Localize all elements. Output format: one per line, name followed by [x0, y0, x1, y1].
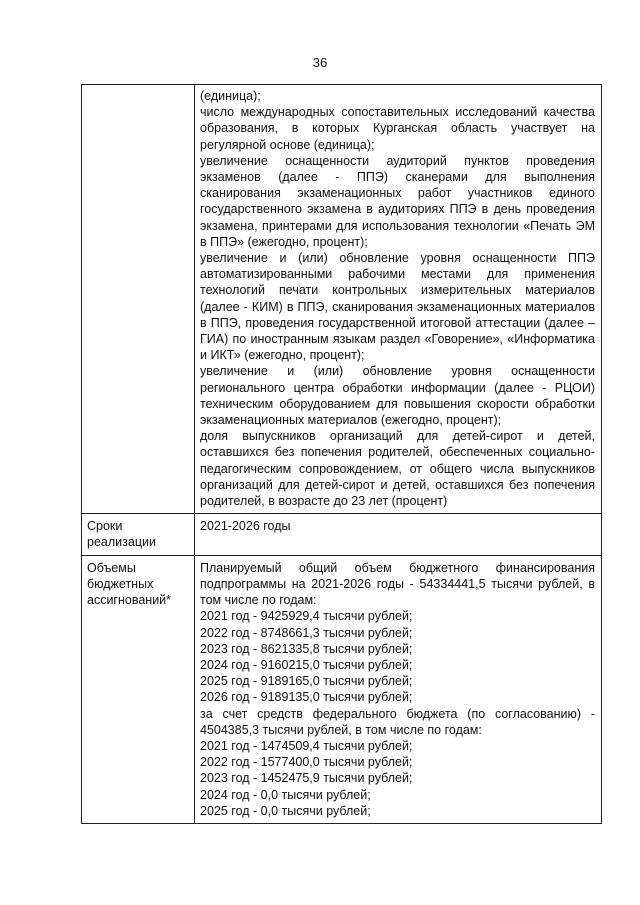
indicators-cell: [195, 85, 602, 514]
page-number: 36: [312, 55, 328, 70]
budget-intro: Планируемый общий объем бюджетного финансирования подпрограммы на 2021-2026 годы - 54334441,5 тысячи рублей, в том числе по годам:: [200, 560, 595, 608]
row-label: [82, 85, 195, 514]
indicator-text: (единица);: [200, 89, 261, 103]
budget-year-line: 2025 год - 9189165,0 тысячи рублей;: [200, 674, 413, 689]
budget-cell: [195, 555, 602, 823]
terms-text: 2021-2026 годы: [200, 519, 291, 534]
budget-year-line: 2021 год - 9425929,4 тысячи рублей;: [200, 609, 413, 624]
table-row-budget: [82, 555, 602, 823]
row-label: Сроки реализации: [82, 514, 195, 555]
passport-table: [81, 84, 602, 824]
table-row-indicators: [82, 85, 602, 514]
budget-year-line: 2023 год - 8621335,8 тысячи рублей;: [200, 641, 413, 656]
indicator-text: доля выпускников организаций для детей-сирот и детей, оставшихся без попечения родителей, обеспеченных социально-педагогическим сопровождением, от общего числа выпускников организаций для детей-сирот и детей, оставшихся без попечения родителей, в возрасте до 23 лет (процент): [200, 429, 595, 509]
budget-year-line: 2024 год - 9160215,0 тысячи рублей;: [200, 657, 413, 672]
federal-year-line: 2023 год - 1452475,9 тысячи рублей;: [200, 771, 413, 786]
table-row-terms: [82, 514, 602, 555]
indicator-text: число международных сопоставительных исследований качества образования, в которых Курганская область участвует на регулярной основе (единица);: [200, 105, 595, 152]
federal-year-line: 2021 год - 1474509,4 тысячи рублей;: [200, 738, 413, 753]
row-label: Объемы бюджетных ассигнований*: [82, 555, 195, 823]
budget-year-line: 2022 год - 8748661,3 тысячи рублей;: [200, 625, 413, 640]
indicator-text: увеличение и (или) обновление уровня оснащенности регионального центра обработки информации (далее - РЦОИ) техническим оборудованием для повышения скорости обработки экзаменационных материалов (ежегодно, процент);: [200, 364, 595, 428]
federal-year-line: 2024 год - 0,0 тысячи рублей;: [200, 787, 371, 802]
budget-year-line: 2026 год - 9189135,0 тысячи рублей;: [200, 690, 413, 705]
federal-year-line: 2025 год - 0,0 тысячи рублей;: [200, 803, 371, 818]
indicator-text: увеличение и (или) обновление уровня оснащенности ППЭ автоматизированными рабочими местами для применения технологий печати контрольных измерительных материалов (далее - КИМ) в ППЭ, сканирования экзаменационных материалов в ППЭ, проведения государственной итоговой аттестации (далее – ГИА) по иностранным языкам раздел «Говорение», «Информатика и ИКТ» (ежегодно, процент);: [200, 251, 595, 363]
federal-year-line: 2022 год - 1577400,0 тысячи рублей;: [200, 755, 413, 770]
terms-cell: [195, 514, 602, 555]
indicator-text: увеличение оснащенности аудиторий пунктов проведения экзаменов (далее - ППЭ) сканерами для выполнения сканирования экзаменационных работ участников единого государственного экзамена в аудиториях ППЭ в день проведения экзамена, принтерами для использования технологии «Печать ЭМ в ППЭ» (ежегодно, процент);: [200, 153, 595, 249]
federal-intro: за счет средств федерального бюджета (по согласованию) - 4504385,3 тысячи рублей, в том числе по годам:: [200, 706, 595, 737]
